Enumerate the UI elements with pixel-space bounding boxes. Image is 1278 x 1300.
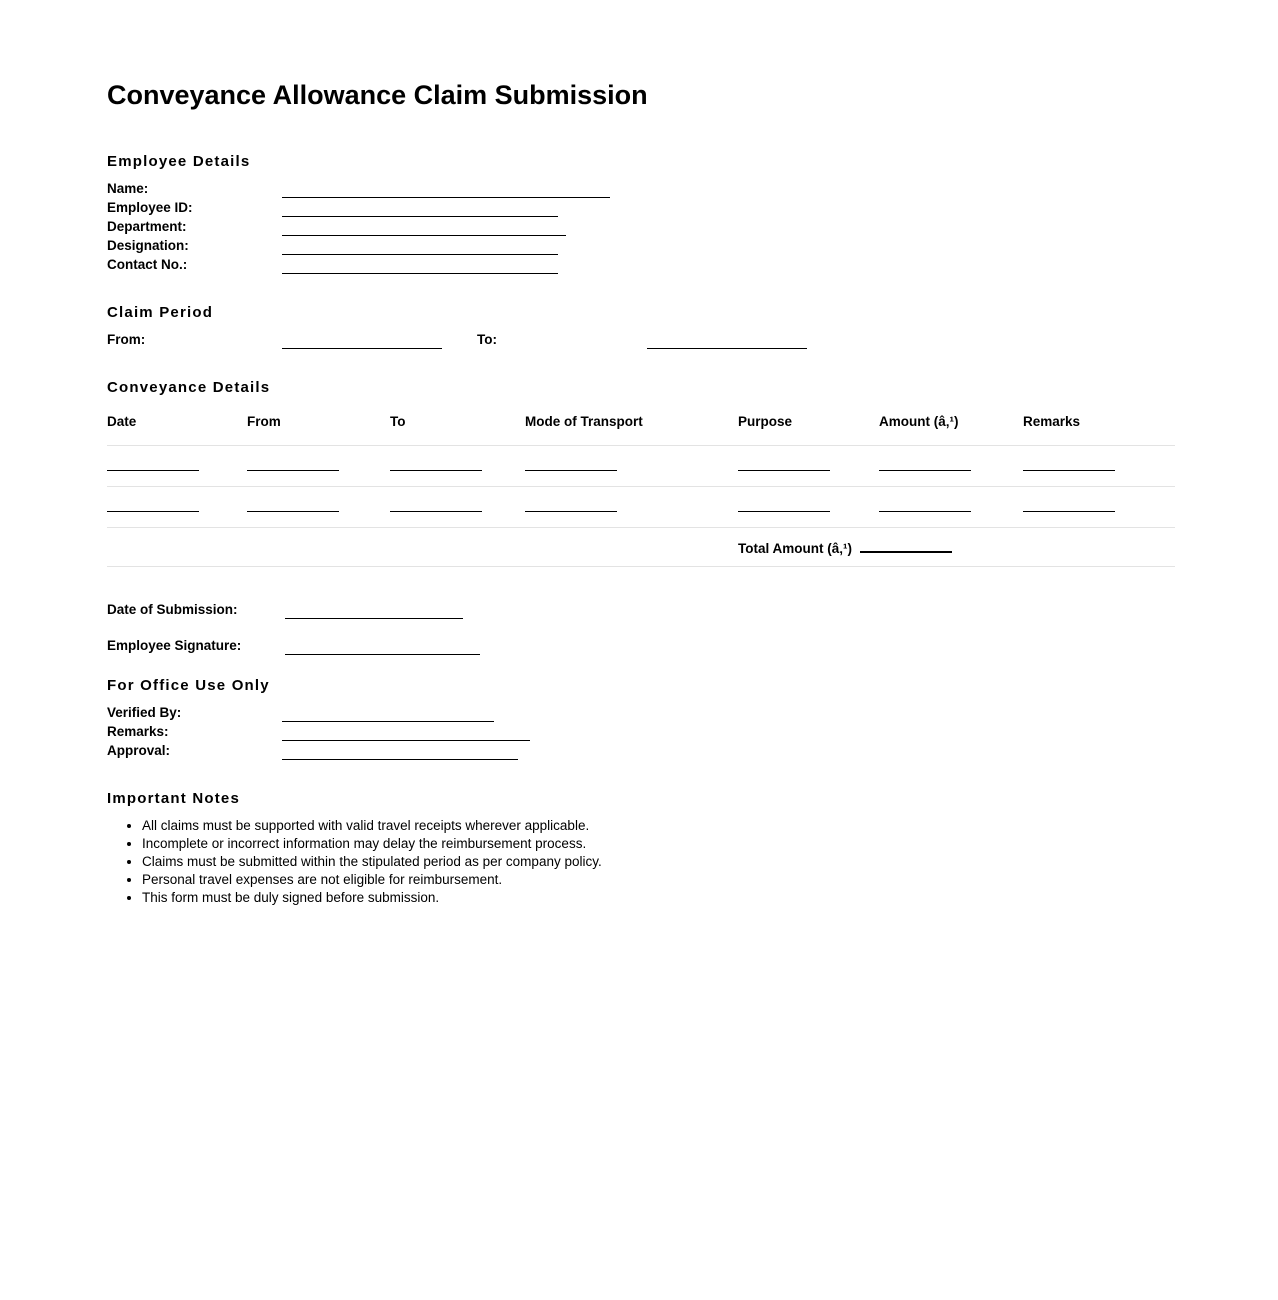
cell-purpose [738, 446, 879, 487]
conveyance-details-section [107, 379, 1178, 567]
field-row-contact-no [107, 256, 1178, 274]
input-contact-no[interactable] [282, 260, 558, 274]
input-row1-to[interactable] [390, 459, 482, 471]
important-notes-heading: Important Notes [107, 790, 241, 807]
input-row2-amount[interactable] [879, 500, 971, 512]
submission-section [107, 601, 1178, 655]
claim-period-section [107, 304, 1178, 349]
input-office-remarks[interactable] [282, 727, 530, 741]
column-header-from: From [247, 414, 390, 446]
claim-period-row [107, 331, 1178, 349]
column-header-date: Date [107, 414, 247, 446]
label-employee-signature: Employee Signature: [107, 638, 242, 653]
claim-period-heading: Claim Period [107, 304, 214, 321]
cell-remarks [1023, 446, 1175, 487]
list-item: • Personal travel expenses are not eligible for reimbursement. [142, 871, 1178, 889]
label-approval: Approval: [107, 743, 171, 758]
total-amount-label: Total Amount (â‚¹) [738, 541, 852, 556]
label-date-of-submission: Date of Submission: [107, 602, 238, 617]
list-item: • This form must be duly signed before submission. [142, 889, 1178, 907]
office-use-section [107, 677, 1178, 760]
input-verified-by[interactable] [282, 708, 494, 722]
input-approval[interactable] [282, 746, 518, 760]
label-employee-id: Employee ID: [107, 200, 193, 215]
column-header-purpose: Purpose [738, 414, 879, 446]
input-claim-from[interactable] [282, 335, 442, 349]
table-row [107, 446, 1175, 487]
input-row1-purpose[interactable] [738, 459, 830, 471]
office-use-heading: For Office Use Only [107, 677, 270, 694]
input-row1-remarks[interactable] [1023, 459, 1115, 471]
input-employee-id[interactable] [282, 203, 558, 217]
cell-amount [879, 446, 1023, 487]
employee-details-heading: Employee Details [107, 153, 251, 170]
office-row-remarks [107, 723, 1178, 741]
input-designation[interactable] [282, 241, 558, 255]
cell-remarks [1023, 487, 1175, 528]
list-item: • All claims must be supported with valid travel receipts wherever applicable. [142, 817, 1178, 835]
label-department: Department: [107, 219, 187, 234]
input-name[interactable] [282, 184, 610, 198]
column-header-remarks: Remarks [1023, 414, 1175, 446]
column-header-amount: Amount (â‚¹) [879, 414, 1023, 446]
input-date-of-submission[interactable] [285, 605, 463, 619]
label-claim-to: To: [477, 332, 497, 347]
list-item: • Claims must be submitted within the stipulated period as per company policy. [142, 853, 1178, 871]
label-verified-by: Verified By: [107, 705, 182, 720]
label-contact-no: Contact No.: [107, 257, 188, 272]
input-employee-signature[interactable] [285, 641, 480, 655]
office-row-verified-by [107, 704, 1178, 722]
input-claim-to[interactable] [647, 335, 807, 349]
cell-purpose [738, 487, 879, 528]
cell-mode [525, 487, 738, 528]
input-row2-remarks[interactable] [1023, 500, 1115, 512]
column-header-mode-of-transport: Mode of Transport [525, 414, 738, 446]
cell-mode [525, 446, 738, 487]
input-row1-date[interactable] [107, 459, 199, 471]
label-name: Name: [107, 181, 149, 196]
employee-signature-row [107, 637, 1178, 655]
table-header-row [107, 414, 1175, 446]
office-row-approval [107, 742, 1178, 760]
important-notes-list [107, 817, 1178, 907]
input-row1-from[interactable] [247, 459, 339, 471]
table-total-row [107, 528, 1175, 567]
input-row2-purpose[interactable] [738, 500, 830, 512]
cell-from [247, 446, 390, 487]
input-department[interactable] [282, 222, 566, 236]
label-designation: Designation: [107, 238, 189, 253]
cell-amount [879, 487, 1023, 528]
employee-details-section [107, 153, 1178, 274]
input-row2-to[interactable] [390, 500, 482, 512]
field-row-department [107, 218, 1178, 236]
cell-empty [525, 528, 738, 567]
field-row-designation [107, 237, 1178, 255]
field-row-name [107, 180, 1178, 198]
input-row2-date[interactable] [107, 500, 199, 512]
conveyance-details-heading: Conveyance Details [107, 379, 271, 396]
input-row1-mode[interactable] [525, 459, 617, 471]
table-row [107, 487, 1175, 528]
cell-to [390, 487, 525, 528]
cell-date [107, 446, 247, 487]
input-row2-from[interactable] [247, 500, 339, 512]
label-office-remarks: Remarks: [107, 724, 169, 739]
cell-empty [107, 528, 247, 567]
list-item: • Incomplete or incorrect information may delay the reimbursement process. [142, 835, 1178, 853]
cell-from [247, 487, 390, 528]
cell-date [107, 487, 247, 528]
total-amount-label-cell [738, 528, 1023, 567]
input-row1-amount[interactable] [879, 459, 971, 471]
submission-date-row [107, 601, 1178, 619]
column-header-to: To [390, 414, 525, 446]
conveyance-table [107, 414, 1175, 567]
cell-to [390, 446, 525, 487]
input-row2-mode[interactable] [525, 500, 617, 512]
important-notes-section [107, 790, 1178, 907]
page-title: Conveyance Allowance Claim Submission [107, 80, 648, 110]
field-row-employee-id [107, 199, 1178, 217]
cell-empty [390, 528, 525, 567]
label-claim-from: From: [107, 332, 146, 347]
cell-empty [1023, 528, 1175, 567]
cell-empty [247, 528, 390, 567]
input-total-amount[interactable] [860, 540, 952, 553]
